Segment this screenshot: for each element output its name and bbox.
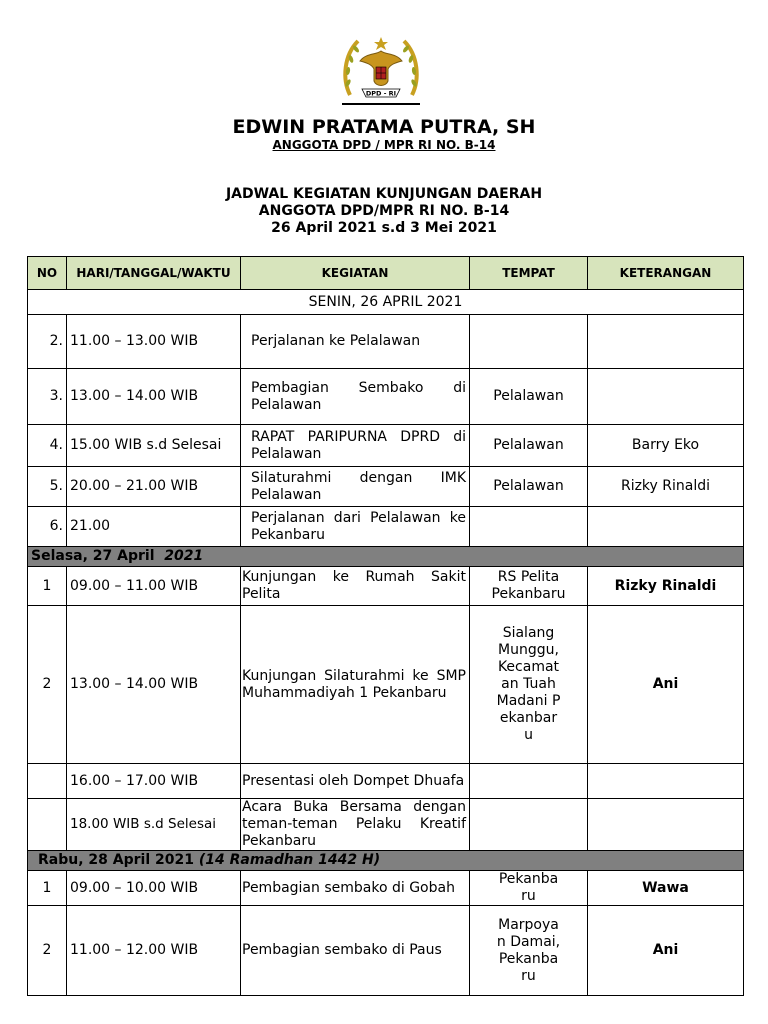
row-time: 13.00 – 14.00 WIB — [67, 369, 241, 425]
row-place — [470, 315, 588, 369]
table-row — [28, 764, 744, 799]
table-row — [28, 425, 744, 467]
row-time: 11.00 – 13.00 WIB — [67, 315, 241, 369]
table-row — [28, 606, 744, 764]
header-activity: KEGIATAN — [241, 257, 470, 290]
row-place — [470, 764, 588, 799]
schedule-title-line3: 26 April 2021 s.d 3 Mei 2021 — [271, 220, 497, 236]
row-place: Pelalawan — [470, 467, 588, 507]
row-activity: Pembagian sembako di Gobah — [241, 871, 470, 906]
row-place: Sialang Munggu, Kecamatan Tuah Madani Pekanbaru — [470, 606, 588, 764]
row-place: Pelalawan — [470, 369, 588, 425]
row-note: Rizky Rinaldi — [588, 567, 744, 606]
row-note — [588, 315, 744, 369]
header-note: KETERANGAN — [588, 257, 744, 290]
row-no: 1 — [28, 871, 67, 906]
row-place: RS Pelita Pekanbaru — [470, 567, 588, 606]
row-time: 20.00 – 21.00 WIB — [67, 467, 241, 507]
day-label — [28, 547, 744, 567]
day-label-year: 2021 — [164, 548, 204, 564]
day-label — [28, 851, 744, 871]
row-note: Ani — [588, 906, 744, 996]
header-no: NO — [28, 257, 67, 290]
header-place: TEMPAT — [470, 257, 588, 290]
row-place: Pekanbaru — [470, 871, 588, 906]
row-note — [588, 369, 744, 425]
row-no: 2 — [28, 606, 67, 764]
day-label-extra: (14 Ramadhan 1442 H) — [198, 852, 381, 868]
table-row — [28, 567, 744, 606]
table-row — [28, 315, 744, 369]
header-date-time: HARI/TANGGAL/WAKTU — [67, 257, 241, 290]
row-note — [588, 764, 744, 799]
table-row — [28, 799, 744, 851]
row-activity: Silaturahmi dengan IMK Pelalawan — [241, 467, 470, 507]
table-row — [28, 467, 744, 507]
row-place — [470, 507, 588, 547]
day-header-monday — [28, 290, 744, 315]
schedule-title-line2: ANGGOTA DPD/MPR RI NO. B-14 — [258, 203, 510, 219]
logo-text: DPD - RI — [365, 89, 397, 98]
row-no: 5. — [28, 467, 67, 507]
row-no: 3. — [28, 369, 67, 425]
row-note: Ani — [588, 606, 744, 764]
row-no: 6. — [28, 507, 67, 547]
row-time: 09.00 – 10.00 WIB — [67, 871, 241, 906]
row-time: 13.00 – 14.00 WIB — [67, 606, 241, 764]
row-note — [588, 507, 744, 547]
row-no — [28, 799, 67, 851]
row-time: 21.00 — [67, 507, 241, 547]
row-time: 09.00 – 11.00 WIB — [67, 567, 241, 606]
row-no: 2. — [28, 315, 67, 369]
schedule-title — [0, 186, 768, 237]
schedule-table — [27, 256, 744, 996]
row-activity: Perjalanan ke Pelalawan — [241, 315, 470, 369]
row-activity: Pembagian Sembako di Pelalawan — [241, 369, 470, 425]
row-activity: Acara Buka Bersama dengan teman-teman Pelaku Kreatif Pekanbaru — [241, 799, 470, 851]
row-activity: Kunjungan Silaturahmi ke SMP Muhammadiyah 1 Pekanbaru — [241, 606, 470, 764]
row-time: 11.00 – 12.00 WIB — [67, 906, 241, 996]
row-note: Wawa — [588, 871, 744, 906]
day-label-main: Selasa, 27 April — [31, 548, 155, 564]
dpd-ri-logo — [340, 33, 422, 107]
row-note: Rizky Rinaldi — [588, 467, 744, 507]
row-time: 15.00 WIB s.d Selesai — [67, 425, 241, 467]
row-no: 1 — [28, 567, 67, 606]
day-label-main: Rabu, 28 April 2021 — [38, 852, 194, 868]
table-row — [28, 507, 744, 547]
schedule-title-line1: JADWAL KEGIATAN KUNJUNGAN DAERAH — [225, 186, 543, 202]
table-row — [28, 871, 744, 906]
row-no: 2 — [28, 906, 67, 996]
row-activity: Kunjungan ke Rumah Sakit Pelita — [241, 567, 470, 606]
row-place: Marpoyan Damai, Pekanbaru — [470, 906, 588, 996]
member-subtitle: ANGGOTA DPD / MPR RI NO. B-14 — [272, 138, 496, 152]
day-header-tuesday — [28, 547, 744, 567]
row-note — [588, 799, 744, 851]
row-place — [470, 799, 588, 851]
row-time: 16.00 – 17.00 WIB — [67, 764, 241, 799]
row-note: Barry Eko — [588, 425, 744, 467]
member-name: EDWIN PRATAMA PUTRA, SH — [232, 116, 536, 138]
table-row — [28, 369, 744, 425]
row-activity: Pembagian sembako di Paus — [241, 906, 470, 996]
day-label: SENIN, 26 APRIL 2021 — [28, 290, 744, 315]
row-activity: Presentasi oleh Dompet Dhuafa — [241, 764, 470, 799]
row-place: Pelalawan — [470, 425, 588, 467]
row-no: 4. — [28, 425, 67, 467]
table-header-row — [28, 257, 744, 290]
row-no — [28, 764, 67, 799]
row-activity: Perjalanan dari Pelalawan ke Pekanbaru — [241, 507, 470, 547]
table-row — [28, 906, 744, 996]
row-activity: RAPAT PARIPURNA DPRD di Pelalawan — [241, 425, 470, 467]
day-header-wednesday — [28, 851, 744, 871]
row-time: 18.00 WIB s.d Selesai — [67, 799, 241, 851]
